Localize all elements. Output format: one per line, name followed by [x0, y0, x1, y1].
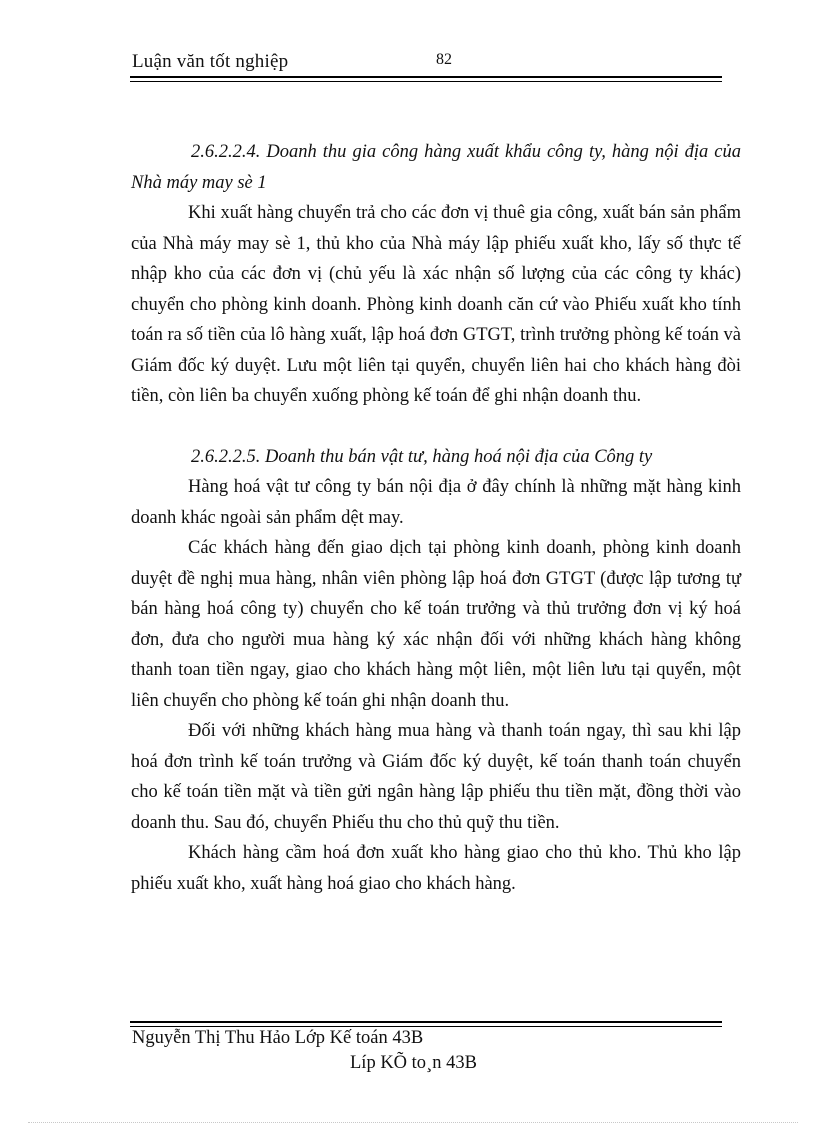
- footer-class-label: Líp KÕ to¸n 43B: [350, 1053, 477, 1073]
- header-title: Luận văn tốt nghiệp: [132, 51, 289, 72]
- section-heading: 2.6.2.2.4. Doanh thu gia công hàng xuất khẩu công ty, hàng nội địa của Nhà máy may sè 1: [131, 142, 741, 193]
- page-number: 82: [436, 51, 452, 68]
- body-paragraph: Hàng hoá vật tư công ty bán nội địa ở đây chính là những mặt hàng kinh doanh khác ngoài sản phẩm dệt may.: [131, 477, 741, 528]
- body-paragraph: Khi xuất hàng chuyển trả cho các đơn vị thuê gia công, xuất bán sản phẩm của Nhà máy may sè 1, thủ kho của Nhà máy lập phiếu xuất kho, lấy số thực tế nhập kho của các đơn vị (chủ yếu là xác nhận số lượng của các công ty khác) chuyển cho phòng kinh doanh. Phòng kinh doanh căn cứ vào Phiếu xuất kho tính toán ra số tiền của lô hàng xuất, lập hoá đơn GTGT, trình trưởng phòng kế toán và Giám đốc ký duyệt. Lưu một liên tại quyển, chuyển liên hai cho khách hàng đòi tiền, còn liên ba chuyển xuống phòng kế toán để ghi nhận doanh thu.: [131, 203, 741, 406]
- body-paragraph: Các khách hàng đến giao dịch tại phòng kinh doanh, phòng kinh doanh duyệt đề nghị mua hàng, nhân viên phòng lập hoá đơn GTGT (được lập tương tự bán hàng hoá công ty) chuyển cho kế toán trưởng và thủ trưởng đơn vị ký hoá đơn, đưa cho người mua hàng ký xác nhận đối với những khách hàng không thanh toan tiền ngay, giao cho khách hàng một liên, một liên lưu tại quyển, một liên chuyển cho phòng kế toán ghi nhận doanh thu.: [131, 538, 741, 711]
- body-paragraph: Đối với những khách hàng mua hàng và thanh toán ngay, thì sau khi lập hoá đơn trình kế toán trưởng và Giám đốc ký duyệt, kế toán thanh toán chuyển cho kế toán tiền mặt và tiền gửi ngân hàng lập phiếu thu tiền mặt, đồng thời vào doanh thu. Sau đó, chuyển Phiếu thu cho thủ quỹ thu tiền.: [131, 721, 741, 833]
- body-paragraph: Khách hàng cầm hoá đơn xuất kho hàng giao cho thủ kho. Thủ kho lập phiếu xuất kho, xuất hàng hoá giao cho khách hàng.: [131, 843, 741, 894]
- header-divider: [130, 76, 722, 82]
- document-body: [131, 137, 741, 899]
- footer-author: Nguyễn Thị Thu Hảo Lớp Kế toán 43B: [132, 1028, 424, 1048]
- section-heading: 2.6.2.2.5. Doanh thu bán vật tư, hàng hoá nội địa của Công ty: [191, 446, 653, 467]
- footer-divider: [130, 1021, 722, 1027]
